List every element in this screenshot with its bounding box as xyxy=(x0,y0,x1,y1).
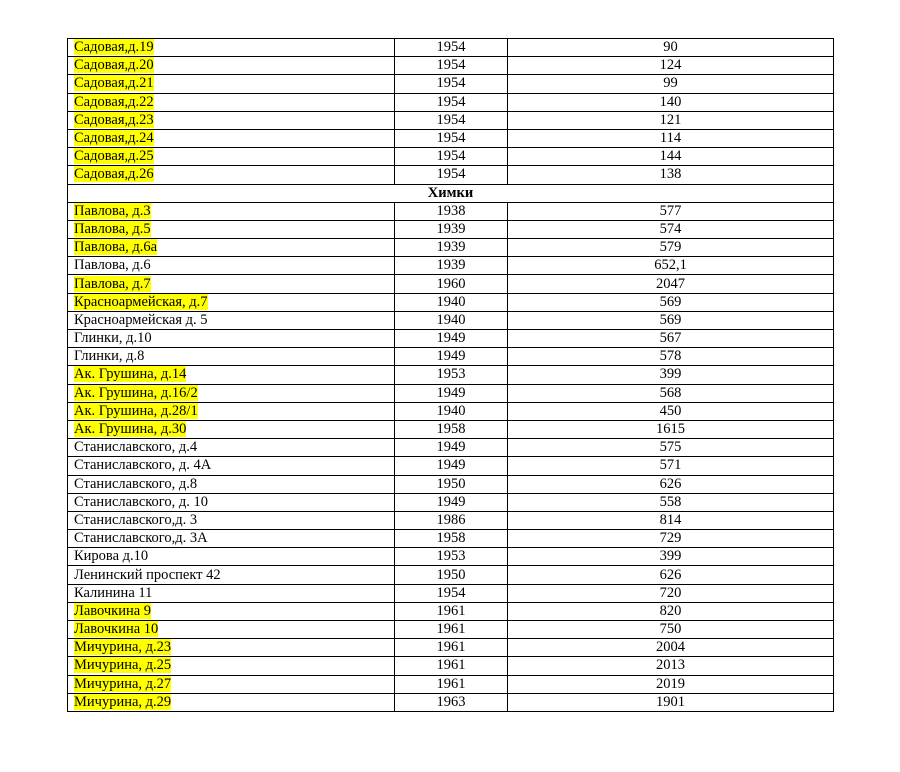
table-row xyxy=(68,584,834,602)
value-cell: 1901 xyxy=(508,693,834,711)
value-cell: 626 xyxy=(508,566,834,584)
value-cell: 558 xyxy=(508,493,834,511)
table-row xyxy=(68,148,834,166)
address-cell xyxy=(68,420,395,438)
value-cell: 569 xyxy=(508,293,834,311)
value-cell: 2019 xyxy=(508,675,834,693)
address-text: Мичурина, д.25 xyxy=(74,657,172,674)
value-cell: 140 xyxy=(508,93,834,111)
value-cell: 750 xyxy=(508,621,834,639)
value-cell: 652,1 xyxy=(508,257,834,275)
value-cell: 626 xyxy=(508,475,834,493)
address-text: Садовая,д.26 xyxy=(74,166,154,183)
table-row xyxy=(68,439,834,457)
address-cell xyxy=(68,439,395,457)
year-cell: 1963 xyxy=(395,693,508,711)
address-text: Ак. Грушина, д.30 xyxy=(74,421,187,438)
year-cell: 1953 xyxy=(395,366,508,384)
value-cell: 575 xyxy=(508,439,834,457)
table-row xyxy=(68,621,834,639)
value-cell: 2013 xyxy=(508,657,834,675)
year-cell: 1954 xyxy=(395,75,508,93)
value-cell: 450 xyxy=(508,402,834,420)
address-text: Садовая,д.23 xyxy=(74,111,154,128)
section-row xyxy=(68,184,834,202)
address-cell xyxy=(68,511,395,529)
address-cell xyxy=(68,675,395,693)
address-text: Калинина 11 xyxy=(74,584,153,601)
year-cell: 1949 xyxy=(395,457,508,475)
address-cell xyxy=(68,202,395,220)
year-cell: 1961 xyxy=(395,621,508,639)
address-cell xyxy=(68,148,395,166)
year-cell: 1940 xyxy=(395,293,508,311)
address-text: Лавочкина 9 xyxy=(74,602,152,619)
value-cell: 144 xyxy=(508,148,834,166)
year-cell: 1950 xyxy=(395,566,508,584)
year-cell: 1958 xyxy=(395,530,508,548)
address-text: Мичурина, д.29 xyxy=(74,693,172,710)
table-row xyxy=(68,311,834,329)
table-row xyxy=(68,693,834,711)
address-text: Садовая,д.20 xyxy=(74,57,154,74)
table-row xyxy=(68,475,834,493)
year-cell: 1954 xyxy=(395,111,508,129)
table-row xyxy=(68,457,834,475)
address-text: Кирова д.10 xyxy=(74,548,149,565)
address-cell xyxy=(68,602,395,620)
table-row xyxy=(68,384,834,402)
table-row xyxy=(68,675,834,693)
table-row xyxy=(68,511,834,529)
address-text: Станиславского, д. 4А xyxy=(74,457,212,474)
value-cell: 820 xyxy=(508,602,834,620)
address-cell xyxy=(68,566,395,584)
table-row xyxy=(68,293,834,311)
address-cell xyxy=(68,93,395,111)
year-cell: 1939 xyxy=(395,220,508,238)
table-row xyxy=(68,202,834,220)
address-text: Ак. Грушина, д.16/2 xyxy=(74,384,198,401)
address-text: Садовая,д.22 xyxy=(74,93,154,110)
table-row xyxy=(68,530,834,548)
value-cell: 569 xyxy=(508,311,834,329)
year-cell: 1940 xyxy=(395,311,508,329)
year-cell: 1961 xyxy=(395,675,508,693)
address-text: Глинки, д.10 xyxy=(74,330,152,347)
value-cell: 729 xyxy=(508,530,834,548)
year-cell: 1986 xyxy=(395,511,508,529)
address-cell xyxy=(68,384,395,402)
value-cell: 2004 xyxy=(508,639,834,657)
address-cell xyxy=(68,639,395,657)
address-cell xyxy=(68,493,395,511)
year-cell: 1954 xyxy=(395,148,508,166)
address-text: Павлова, д.3 xyxy=(74,202,151,219)
year-cell: 1939 xyxy=(395,257,508,275)
address-text: Садовая,д.25 xyxy=(74,148,154,165)
value-cell: 568 xyxy=(508,384,834,402)
address-text: Глинки, д.8 xyxy=(74,348,145,365)
year-cell: 1940 xyxy=(395,402,508,420)
value-cell: 138 xyxy=(508,166,834,184)
address-cell xyxy=(68,330,395,348)
address-text: Станиславского,д. 3 xyxy=(74,511,198,528)
year-cell: 1954 xyxy=(395,166,508,184)
value-cell: 1615 xyxy=(508,420,834,438)
address-text: Мичурина, д.23 xyxy=(74,639,172,656)
value-cell: 578 xyxy=(508,348,834,366)
table-row xyxy=(68,129,834,147)
table-body xyxy=(68,39,834,712)
table-row xyxy=(68,111,834,129)
year-cell: 1950 xyxy=(395,475,508,493)
table-row xyxy=(68,348,834,366)
value-cell: 121 xyxy=(508,111,834,129)
table-row xyxy=(68,366,834,384)
address-text: Павлова, д.7 xyxy=(74,275,151,292)
address-cell xyxy=(68,129,395,147)
address-cell xyxy=(68,220,395,238)
year-cell: 1961 xyxy=(395,657,508,675)
address-cell xyxy=(68,275,395,293)
year-cell: 1949 xyxy=(395,493,508,511)
year-cell: 1954 xyxy=(395,39,508,57)
year-cell: 1939 xyxy=(395,239,508,257)
table-row xyxy=(68,239,834,257)
year-cell: 1961 xyxy=(395,639,508,657)
address-cell xyxy=(68,693,395,711)
section-heading: Химки xyxy=(68,184,834,202)
table-row xyxy=(68,93,834,111)
address-text: Станиславского, д. 10 xyxy=(74,493,209,510)
address-cell xyxy=(68,621,395,639)
table-row xyxy=(68,493,834,511)
address-cell xyxy=(68,348,395,366)
table-row xyxy=(68,420,834,438)
table-row xyxy=(68,257,834,275)
value-cell: 124 xyxy=(508,57,834,75)
address-cell xyxy=(68,257,395,275)
year-cell: 1953 xyxy=(395,548,508,566)
table-row xyxy=(68,39,834,57)
value-cell: 99 xyxy=(508,75,834,93)
year-cell: 1954 xyxy=(395,57,508,75)
address-text: Красноармейская, д.7 xyxy=(74,293,208,310)
year-cell: 1949 xyxy=(395,330,508,348)
table-row xyxy=(68,57,834,75)
address-cell xyxy=(68,111,395,129)
address-cell xyxy=(68,548,395,566)
address-text: Лавочкина 10 xyxy=(74,621,159,638)
year-cell: 1954 xyxy=(395,129,508,147)
address-text: Станиславского, д.4 xyxy=(74,439,198,456)
value-cell: 399 xyxy=(508,548,834,566)
address-cell xyxy=(68,75,395,93)
address-text: Садовая,д.24 xyxy=(74,130,154,147)
value-cell: 720 xyxy=(508,584,834,602)
address-cell xyxy=(68,311,395,329)
address-cell xyxy=(68,457,395,475)
value-cell: 399 xyxy=(508,366,834,384)
address-text: Ак. Грушина, д.28/1 xyxy=(74,402,198,419)
address-text: Павлова, д.5 xyxy=(74,220,151,237)
table-row xyxy=(68,330,834,348)
address-cell xyxy=(68,57,395,75)
value-cell: 2047 xyxy=(508,275,834,293)
address-cell xyxy=(68,293,395,311)
address-cell xyxy=(68,584,395,602)
address-text: Садовая,д.21 xyxy=(74,75,154,92)
year-cell: 1949 xyxy=(395,348,508,366)
table-row xyxy=(68,566,834,584)
year-cell: 1949 xyxy=(395,384,508,402)
address-cell xyxy=(68,475,395,493)
year-cell: 1958 xyxy=(395,420,508,438)
address-cell xyxy=(68,166,395,184)
address-text: Станиславского, д.8 xyxy=(74,475,198,492)
buildings-table xyxy=(67,38,834,712)
address-cell xyxy=(68,530,395,548)
address-cell xyxy=(68,402,395,420)
value-cell: 577 xyxy=(508,202,834,220)
year-cell: 1954 xyxy=(395,93,508,111)
year-cell: 1960 xyxy=(395,275,508,293)
value-cell: 579 xyxy=(508,239,834,257)
address-text: Станиславского,д. 3А xyxy=(74,530,208,547)
address-cell xyxy=(68,657,395,675)
address-cell xyxy=(68,239,395,257)
table-row xyxy=(68,602,834,620)
address-cell xyxy=(68,39,395,57)
table-row xyxy=(68,402,834,420)
year-cell: 1954 xyxy=(395,584,508,602)
value-cell: 114 xyxy=(508,129,834,147)
address-cell xyxy=(68,366,395,384)
address-text: Мичурина, д.27 xyxy=(74,675,172,692)
table-row xyxy=(68,657,834,675)
address-text: Ленинский проспект 42 xyxy=(74,566,221,583)
address-text: Садовая,д.19 xyxy=(74,39,154,56)
value-cell: 814 xyxy=(508,511,834,529)
value-cell: 574 xyxy=(508,220,834,238)
address-text: Павлова, д.6а xyxy=(74,239,158,256)
year-cell: 1961 xyxy=(395,602,508,620)
table-row xyxy=(68,220,834,238)
table-row xyxy=(68,75,834,93)
address-text: Ак. Грушина, д.14 xyxy=(74,366,187,383)
table-row xyxy=(68,166,834,184)
table-row xyxy=(68,275,834,293)
value-cell: 571 xyxy=(508,457,834,475)
value-cell: 90 xyxy=(508,39,834,57)
table-row xyxy=(68,548,834,566)
value-cell: 567 xyxy=(508,330,834,348)
year-cell: 1938 xyxy=(395,202,508,220)
table-row xyxy=(68,639,834,657)
address-text: Красноармейская д. 5 xyxy=(74,311,208,328)
address-text: Павлова, д.6 xyxy=(74,257,151,274)
year-cell: 1949 xyxy=(395,439,508,457)
